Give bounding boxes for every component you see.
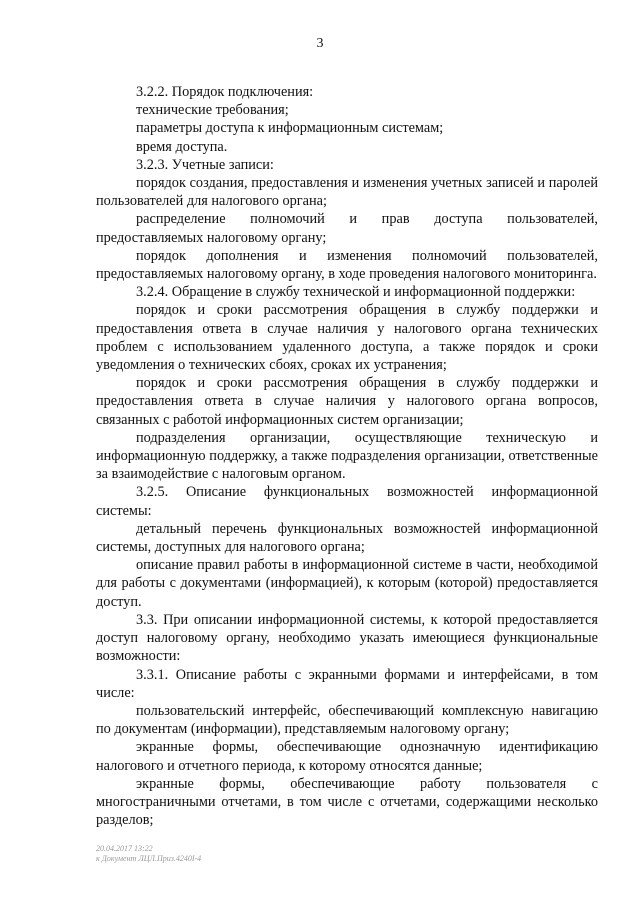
footer-document-ref: к Документ ЛЦЛ.Приз.4240I-4: [96, 854, 202, 863]
footer-timestamp: 20.04.2017 13:22: [96, 844, 153, 853]
paragraph: детальный перечень функциональных возможностей информационной системы, доступных для налогового органа;: [96, 520, 598, 556]
paragraph: 3.2.5. Описание функциональных возможностей информационной системы:: [96, 484, 598, 519]
paragraph: время доступа.: [136, 138, 228, 155]
paragraph: 3.3. При описании информационной системы, к которой предоставляется доступ налоговому органу, необходимо указать имеющиеся функциональные возможности:: [96, 611, 598, 665]
paragraph: экранные формы, обеспечивающие однозначную идентификацию налогового и отчетного периода, к которому относятся данные;: [96, 739, 598, 774]
paragraph: 3.3.1. Описание работы с экранными формами и интерфейсами, в том числе:: [96, 666, 598, 701]
paragraph: описание правил работы в информационной системе в части, необходимой для работы с документами (информацией), к которым (которой) предоставляется доступ.: [96, 557, 598, 610]
paragraph: параметры доступа к информационным системам;: [136, 120, 444, 137]
paragraph: порядок дополнения и изменения полномочий пользователей, предоставляемых налоговому органу, в ходе проведения налогового мониторинга.: [96, 247, 598, 283]
document-body: [96, 83, 598, 829]
paragraph: порядок и сроки рассмотрения обращения в службу поддержки и предоставления ответа в случае наличия у налогового органа технических проблем с использованием удаленного доступа, а также порядок и сроки уведомления о технических сбоях, сроках их устранения;: [96, 302, 598, 374]
paragraph: подразделения организации, осуществляющие техническую и информационную поддержку, а также подразделения организации, ответственные за взаимодействие с налоговым органом.: [96, 429, 598, 483]
paragraph: порядок и сроки рассмотрения обращения в службу поддержки и предоставления ответа в случае наличия у налогового органа вопросов, связанных с работой информационных систем организации;: [96, 375, 598, 428]
paragraph: технические требования;: [136, 102, 289, 119]
paragraph: 3.2.4. Обращение в службу технической и информационной поддержки:: [136, 284, 576, 301]
document-footer-stamp: [96, 844, 201, 864]
paragraph: распределение полномочий и прав доступа пользователей, предоставляемых налоговому органу;: [96, 211, 598, 246]
paragraph: 3.2.3. Учетные записи:: [136, 156, 274, 173]
paragraph: 3.2.2. Порядок подключения:: [136, 84, 314, 100]
paragraph: экранные формы, обеспечивающие работу пользователя с многостраничными отчетами, в том числе с отчетами, содержащими несколько разделов;: [96, 775, 598, 829]
paragraph: порядок создания, предоставления и изменения учетных записей и паролей пользователей для налогового органа;: [96, 175, 598, 210]
paragraph: пользовательский интерфейс, обеспечивающий комплексную навигацию по документам (информации), представляемым налоговому органу;: [96, 702, 598, 738]
page-number: 3: [316, 36, 324, 51]
